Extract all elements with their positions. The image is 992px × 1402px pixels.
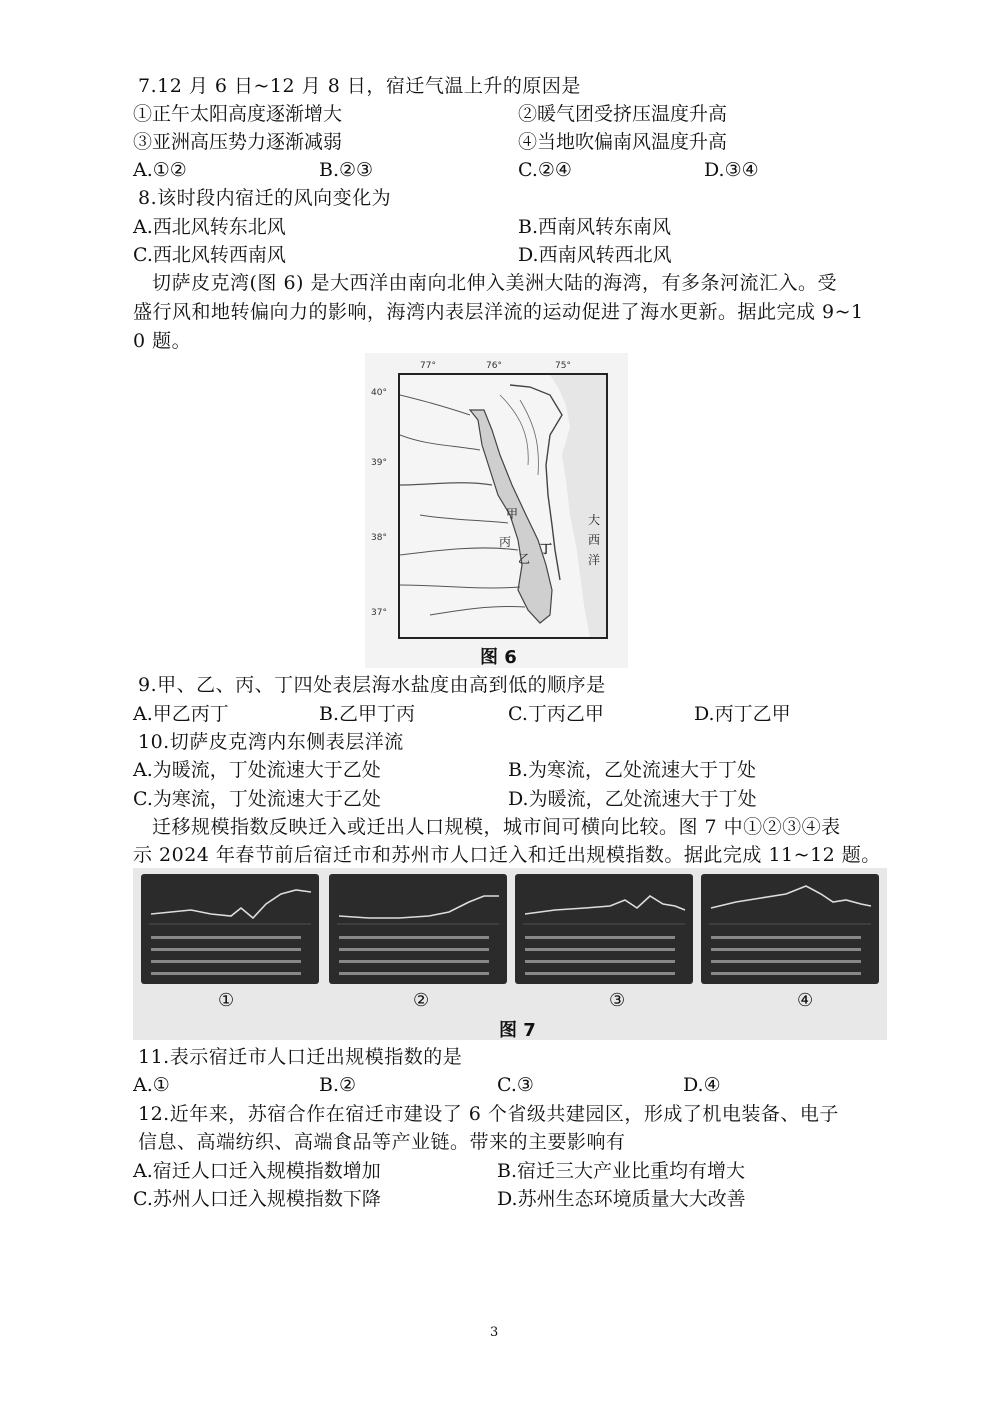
figure-6 <box>365 353 628 668</box>
intro1-line2: 盛行风和地转偏向力的影响，海湾内表层洋流的运动促进了海水更新。据此完成 9~1 <box>133 301 864 323</box>
q10-option-c: C.为寒流，丁处流速大于乙处 <box>133 788 381 810</box>
lon-77: 77° <box>420 361 436 371</box>
lat-40: 40° <box>371 388 387 398</box>
q7-option-c: C.②④ <box>518 159 572 181</box>
panel-3-line <box>515 874 693 984</box>
q7-option-b: B.②③ <box>319 159 374 181</box>
lon-76: 76° <box>486 361 502 371</box>
panel-4-line <box>701 874 879 984</box>
figure-6-caption: 图 6 <box>480 647 517 668</box>
panel-2-label: ② <box>413 990 430 1011</box>
intro2-line2: 示 2024 年春节前后宿迁市和苏州市人口迁入和迁出规模指数。据此完成 11~12 题。 <box>133 844 881 866</box>
ocean-label: 大西洋 <box>588 513 601 567</box>
lat-37: 37° <box>371 608 387 618</box>
q11-option-a: A.① <box>133 1074 170 1096</box>
intro1-line3: 0 题。 <box>133 330 192 352</box>
panel-1-label: ① <box>218 990 235 1011</box>
q12-stem-line2: 信息、高端纺织、高端食品等产业链。带来的主要影响有 <box>138 1131 626 1153</box>
panel-2 <box>329 874 507 984</box>
q9-option-d: D.丙丁乙甲 <box>694 703 791 725</box>
q11-stem: 11.表示宿迁市人口迁出规模指数的是 <box>138 1046 463 1068</box>
lat-39: 39° <box>371 458 387 468</box>
q12-option-d: D.苏州生态环境质量大大改善 <box>497 1188 746 1210</box>
panel-1 <box>141 874 319 984</box>
q7-statement-1: ①正午太阳高度逐渐增大 <box>133 103 343 125</box>
q11-option-b: B.② <box>319 1074 357 1096</box>
q8-option-d: D.西南风转西北风 <box>518 244 672 266</box>
q7-statement-2: ②暖气团受挤压温度升高 <box>518 103 728 125</box>
q7-statement-4: ④当地吹偏南风温度升高 <box>518 131 728 153</box>
q8-option-a: A.西北风转东北风 <box>133 216 286 238</box>
q8-option-c: C.西北风转西南风 <box>133 244 286 266</box>
q11-option-d: D.④ <box>683 1074 721 1096</box>
q12-option-c: C.苏州人口迁入规模指数下降 <box>133 1188 381 1210</box>
page-number: 3 <box>490 1325 499 1340</box>
bay-map-drawing <box>400 375 606 637</box>
intro1-line1: 切萨皮克湾(图 6) 是大西洋由南向北伸入美洲大陆的海湾，有多条河流汇入。受 <box>152 272 837 294</box>
panel-4-label: ④ <box>797 990 814 1011</box>
q7-stem: 7.12 月 6 日~12 月 8 日，宿迁气温上升的原因是 <box>138 75 581 97</box>
panel-4 <box>701 874 879 984</box>
q10-stem: 10.切萨皮克湾内东侧表层洋流 <box>138 731 404 753</box>
label-ding: 丁 <box>540 542 553 556</box>
q7-option-d: D.③④ <box>704 159 759 181</box>
q10-option-b: B.为寒流，乙处流速大于丁处 <box>508 759 757 781</box>
q12-option-a: A.宿迁人口迁入规模指数增加 <box>133 1160 381 1182</box>
panel-2-line <box>329 874 507 984</box>
q8-option-b: B.西南风转东南风 <box>518 216 672 238</box>
panel-3-label: ③ <box>609 990 626 1011</box>
label-jia: 甲 <box>506 507 519 521</box>
lon-75: 75° <box>555 361 571 371</box>
q10-option-a: A.为暖流，丁处流速大于乙处 <box>133 759 381 781</box>
intro2-line1: 迁移规模指数反映迁入或迁出人口规模，城市间可横向比较。图 7 中①②③④表 <box>152 816 841 838</box>
q9-option-a: A.甲乙丙丁 <box>133 703 229 725</box>
panel-1-line <box>141 874 319 984</box>
q7-statement-3: ③亚洲高压势力逐渐减弱 <box>133 131 343 153</box>
q9-option-c: C.丁丙乙甲 <box>508 703 604 725</box>
q12-option-b: B.宿迁三大产业比重均有增大 <box>497 1160 746 1182</box>
panel-3 <box>515 874 693 984</box>
q9-stem: 9.甲、乙、丙、丁四处表层海水盐度由高到低的顺序是 <box>138 674 606 696</box>
bay-map <box>398 373 608 639</box>
q12-stem-line1: 12.近年来，苏宿合作在宿迁市建设了 6 个省级共建园区，形成了机电装备、电子 <box>138 1103 839 1125</box>
figure-7 <box>133 868 887 1040</box>
label-bing: 丙 <box>499 535 512 549</box>
figure-7-caption: 图 7 <box>499 1020 536 1041</box>
q8-stem: 8.该时段内宿迁的风向变化为 <box>138 187 392 209</box>
q11-option-c: C.③ <box>497 1074 534 1096</box>
q9-option-b: B.乙甲丁丙 <box>319 703 416 725</box>
q10-option-d: D.为暖流，乙处流速大于丁处 <box>508 788 757 810</box>
q7-option-a: A.①② <box>133 159 187 181</box>
lat-38: 38° <box>371 533 387 543</box>
label-yi: 乙 <box>518 552 531 566</box>
